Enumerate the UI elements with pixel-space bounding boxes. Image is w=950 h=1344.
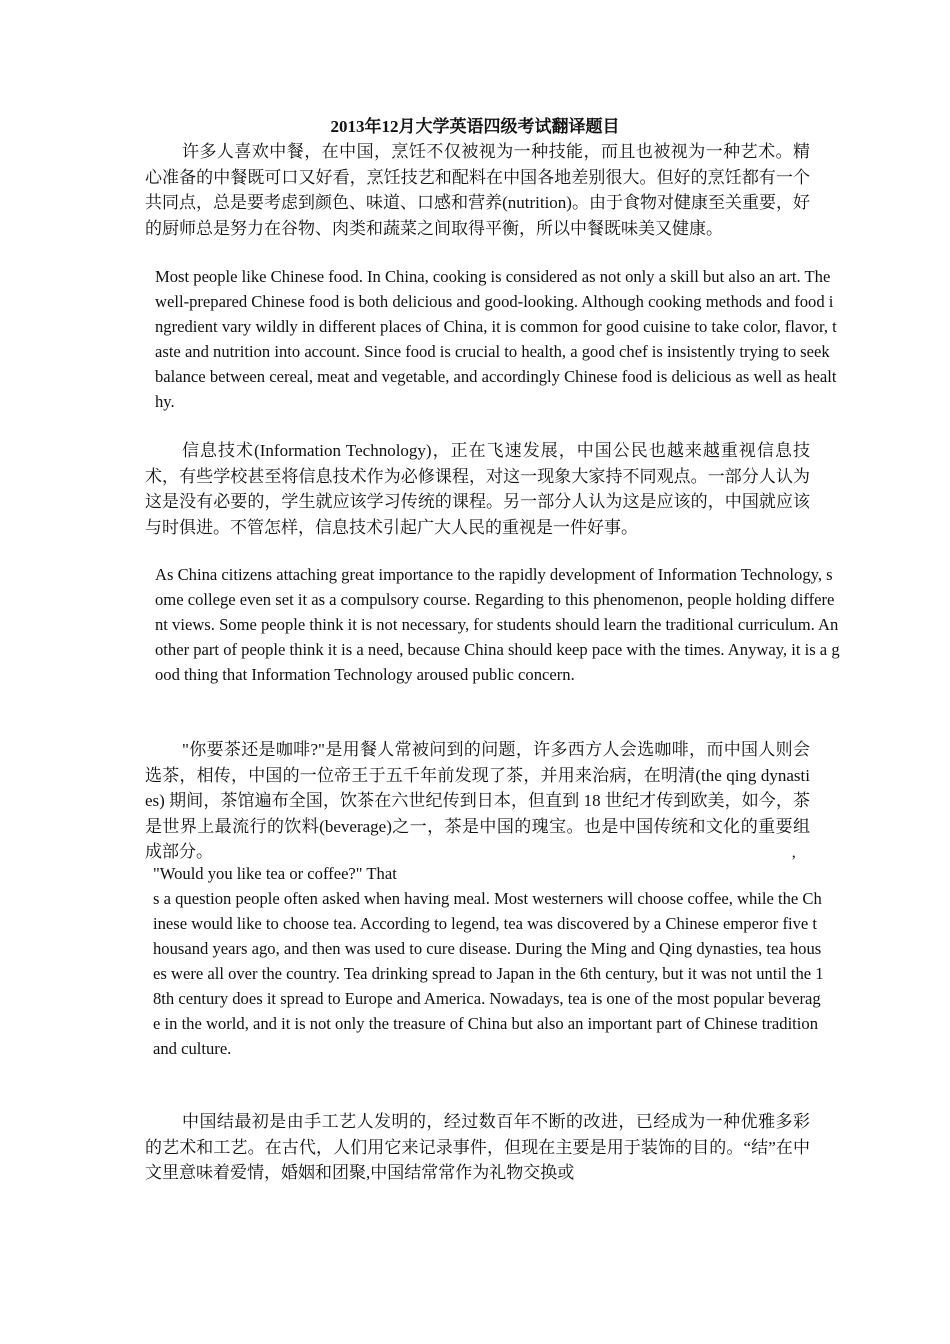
section-4-chinese-paragraph: 中国结最初是由手工艺人发明的，经过数百年不断的改进，已经成为一种优雅多彩的艺术和工艺。在古代，人们用它来记录事件，但现在主要是用于装饰的目的。“结”在中文里意味着爱情，婚姻和团聚,中国结常常作为礼物交换或 <box>145 1112 810 1182</box>
section-1-english-paragraph: Most people like Chinese food. In China, cooking is considered as not only a skill but also an art. The well-prepared Chinese food is both delicious and good-looking. Although cooking methods and food ingredient vary wildly in different places of China, it is common for good cuisine to take color, flavor, taste and nutrition into account. Since food is crucial to health, a good chef is insistently trying to seek balance between cereal, meat and vegetable, and accordingly Chinese food is delicious as well as healthy. <box>155 267 837 411</box>
section-3-english-first-line: "Would you like tea or coffee?" That <box>153 864 397 883</box>
section-2-english-paragraph: As China citizens attaching great importance to the rapidly development of Information Technology, some college even set it as a compulsory course. Regarding to this phenomenon, people holding different views. Some people think it is not necessary, for students should learn the traditional curriculum. Another part of people think it is a need, because China should keep pace with the times. Anyway, it is a good thing that Information Technology aroused public concern. <box>155 565 840 684</box>
section-3-english-paragraph: s a question people often asked when having meal. Most westerners will choose coffee, while the Chinese would like to choose tea. According to legend, tea was discovered by a Chinese emperor five thousand years ago, and then was used to cure disease. During the Ming and Qing dynasties, tea houses were all over the country. Tea drinking spread to Japan in the 6th century, but it was not until the 18th century does it spread to Europe and America. Nowadays, tea is one of the most popular beverage in the world, and it is not only the treasure of China but also an important part of Chinese tradition and culture. <box>153 889 824 1058</box>
document-title: 2013年12月大学英语四级考试翻译题目 <box>330 117 620 136</box>
section-2-chinese-paragraph: 信息技术(Information Technology)，正在飞速发展，中国公民也越来越重视信息技术，有些学校甚至将信息技术作为必修课程，对这一现象大家持不同观点。一部分人认为这是没有必要的，学生就应该学习传统的课程。另一部分人认为这是应该的，中国就应该与时俱进。不管怎样，信息技术引起广大人民的重视是一件好事。 <box>145 441 810 537</box>
section-3-chinese-paragraph: "你要茶还是咖啡?"是用餐人常被问到的问题，许多西方人会选咖啡，而中国人则会选茶，相传，中国的一位帝王于五千年前发现了茶，并用来治病，在明清(the qing dynasties) 期间，茶馆遍布全国，饮茶在六世纪传到日本，但直到 18 世纪才传到欧美，如今，茶是世界上最流行的饮料(beverage)之一，茶是中国的瑰宝。也是中国传统和文化的重要组成部分。 <box>145 740 810 861</box>
section-1-chinese-paragraph: 许多人喜欢中餐，在中国，烹饪不仅被视为一种技能，而且也被视为一种艺术。精心准备的中餐既可口又好看，烹饪技艺和配料在中国各地差别很大。但好的烹饪都有一个共同点，总是要考虑到颜色、味道、口感和营养(nutrition)。由于食物对健康至关重要，好的厨师总是努力在谷物、肉类和蔬菜之间取得平衡，所以中餐既味美又健康。 <box>145 142 810 238</box>
section-3-stray-apostrophe: ’ <box>791 853 797 870</box>
